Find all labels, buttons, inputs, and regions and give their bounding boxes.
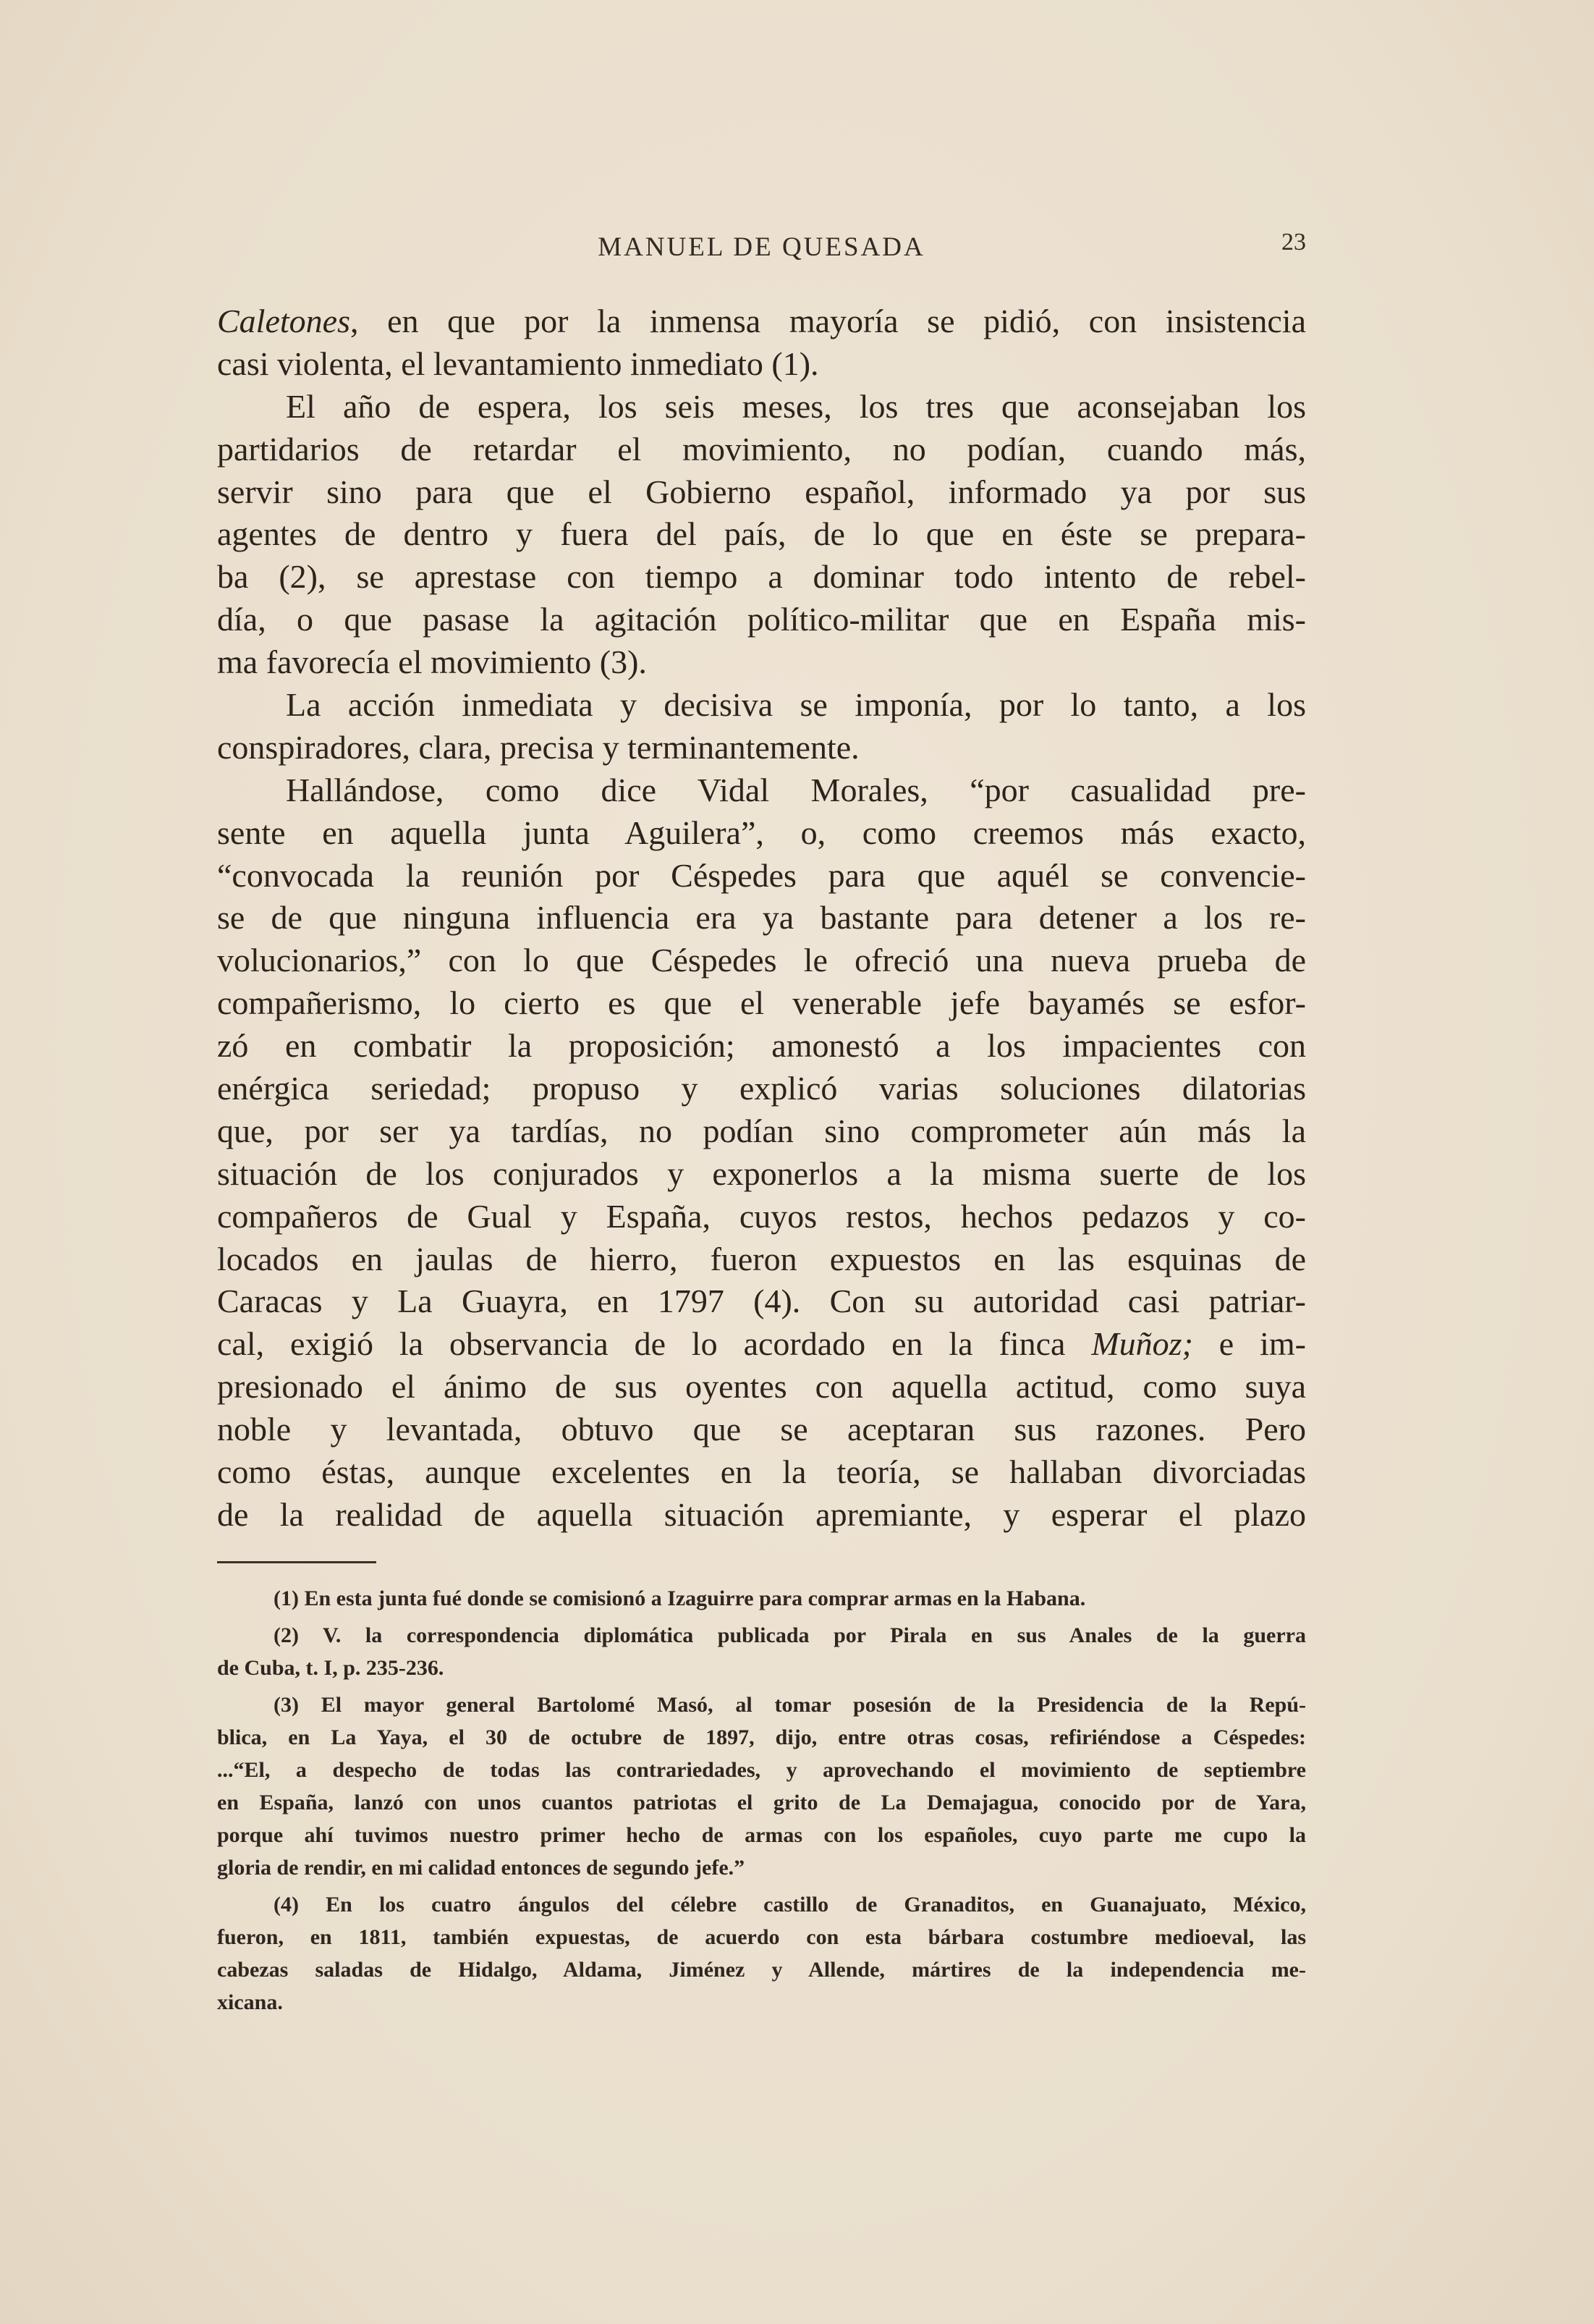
footnote-4-cont: cabezas saladas de Hidalgo, Aldama, Jiménez y Allende, mártires de la independencia me- [217,1958,1306,1982]
text-line: que, por ser ya tardías, no podían sino comprometer aún más la [217,1112,1306,1149]
text-line: Caracas y La Guayra, en 1797 (4). Con su autoridad casi patriar- [217,1283,1306,1320]
text-line: situación de los conjurados y exponerlos a la misma suerte de los [217,1154,1306,1192]
footnote-2: (2) V. la correspondencia diplomática publicada por Pirala en sus Anales de la guerra [274,1623,1306,1647]
text-line: Hallándose, como dice Vidal Morales, “por casualidad pre- [286,771,1306,808]
text-line: locados en jaulas de hierro, fueron expuestos en las esquinas de [217,1240,1306,1277]
page-number: 23 [1281,229,1306,255]
footnotes [217,1582,1306,2019]
text-line: servir sino para que el Gobierno español, informado ya por sus [217,473,1306,510]
text-line: se de que ninguna influencia era ya bastante para detener a los re- [217,899,1306,937]
footnote-3-cont: blica, en La Yaya, el 30 de octubre de 1897, dijo, entre otras cosas, refiriéndose a Céspedes: [217,1725,1306,1749]
line-rest: , en que por la inmensa mayoría se pidió, con insistencia [349,303,1306,339]
page-header [217,229,1306,268]
text-line: como éstas, aunque excelentes en la teoría, se hallaban divorciadas [217,1453,1306,1491]
running-head: MANUEL DE QUESADA [598,232,925,262]
footnote-3-cont: gloria de rendir, en mi calidad entonces de segundo jefe.” [217,1856,745,1880]
italic-term: Caletones [217,303,350,339]
line-rest: e im- [1192,1325,1306,1363]
text-line: volucionarios,” con lo que Céspedes le ofreció una nueva prueba de [217,942,1306,979]
footnote-4: (4) En los cuatro ángulos del célebre castillo de Granaditos, en Guanajuato, México, [274,1893,1306,1917]
line-start: cal, exigió la observancia de lo acordado en la finca [217,1325,1092,1363]
italic-term: Muñoz; [1091,1325,1193,1363]
text-line: partidarios de retardar el movimiento, no podían, cuando más, [217,430,1306,468]
text-line: agentes de dentro y fuera del país, de lo que en éste se prepara- [217,515,1306,553]
text-line: conspiradores, clara, precisa y terminantemente. [217,728,860,766]
footnote-3: (3) El mayor general Bartolomé Masó, al tomar posesión de la Presidencia de la Repú- [274,1693,1306,1717]
footnote-4-cont: xicana. [217,1990,283,2014]
text-line: noble y levantada, obtuvo que se aceptaran sus razones. Pero [217,1411,1306,1448]
text-line: El año de espera, los seis meses, los tres que aconsejaban los [286,387,1306,425]
text-line: día, o que pasase la agitación político-militar que en España mis- [217,601,1306,638]
text-line: compañeros de Gual y España, cuyos restos, hechos pedazos y co- [217,1197,1306,1235]
footnote-1: (1) En esta junta fué donde se comisionó a Izaguirre para comprar armas en la Habana. [274,1586,1086,1610]
footnote-3-cont: en España, lanzó con unos cuantos patriotas el grito de La Demajagua, conocido por de Yara, [217,1791,1306,1814]
text-line: “convocada la reunión por Céspedes para que aquél se convencie- [217,856,1306,894]
footnote-3-cont: porque ahí tuvimos nuestro primer hecho de armas con los españoles, cuyo parte me cupo la [217,1823,1306,1847]
footnote-rule [217,1561,376,1563]
footnote-4-cont: fueron, en 1811, también expuestas, de acuerdo con esta bárbara costumbre medioeval, las [217,1925,1306,1949]
main-text [217,300,1306,1537]
footnote-3-cont: ...“El, a despecho de todas las contrariedades, y aprovechando el movimiento de septiembre [217,1758,1306,1782]
text-line: La acción inmediata y decisiva se imponía, por lo tanto, a los [286,686,1306,724]
text-line: presionado el ánimo de sus oyentes con aquella actitud, como suya [217,1368,1306,1406]
text-line: sente en aquella junta Aguilera”, o, como creemos más exacto, [217,814,1306,851]
text-line [217,300,1306,343]
text-line: ba (2), se aprestase con tiempo a dominar todo intento de rebel- [217,558,1306,596]
text-line: enérgica seriedad; propuso y explicó varias soluciones dilatorias [217,1070,1306,1107]
text-line [217,1323,1306,1366]
text-line: casi violenta, el levantamiento inmediato (1). [217,345,819,382]
text-line: zó en combatir la proposición; amonestó a los impacientes con [217,1027,1306,1065]
text-line: compañerismo, lo cierto es que el venerable jefe bayamés se esfor- [217,984,1306,1022]
footnote-2-cont: de Cuba, t. I, p. 235-236. [217,1656,444,1680]
text-line: de la realidad de aquella situación apremiante, y esperar el plazo [217,1495,1306,1533]
text-line: ma favorecía el movimiento (3). [217,643,647,681]
